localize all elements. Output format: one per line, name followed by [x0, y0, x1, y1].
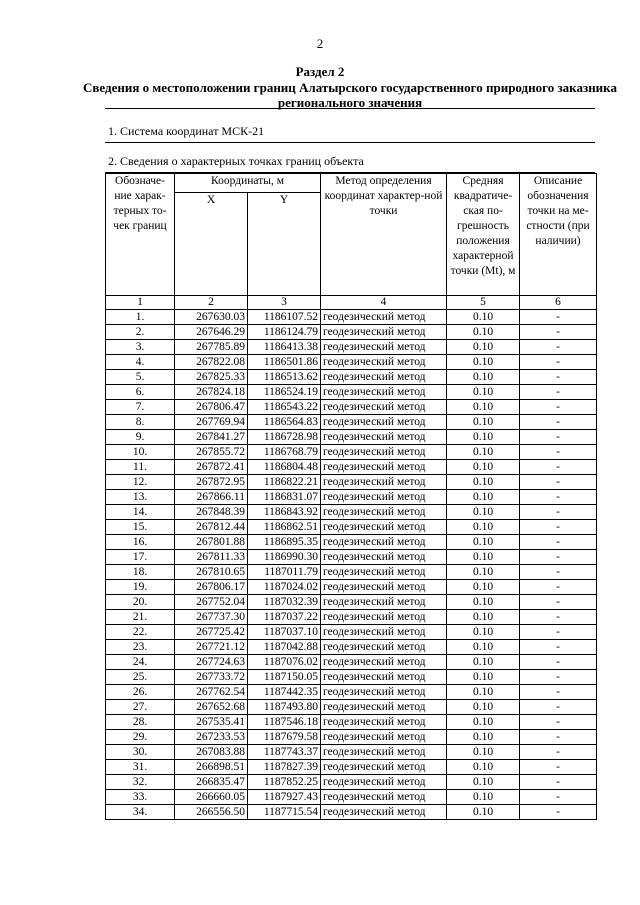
method-cell: геодезический метод: [321, 520, 447, 535]
x-coordinate-cell: 266898.51: [175, 760, 248, 775]
error-cell: 0.10: [447, 415, 520, 430]
column-number: 2: [175, 296, 248, 310]
point-number-cell: 9.: [106, 430, 175, 445]
points-table: [105, 173, 597, 820]
x-coordinate-cell: 266660.05: [175, 790, 248, 805]
error-cell: 0.10: [447, 580, 520, 595]
point-number-cell: 28.: [106, 715, 175, 730]
y-coordinate-cell: 1186728.98: [248, 430, 321, 445]
table-row: [106, 760, 597, 775]
y-coordinate-cell: 1186804.48: [248, 460, 321, 475]
table-row: [106, 415, 597, 430]
error-cell: 0.10: [447, 400, 520, 415]
y-coordinate-cell: 1187493.80: [248, 700, 321, 715]
coordinate-system-text: 1. Система координат МСК-21: [108, 124, 265, 138]
method-cell: геодезический метод: [321, 535, 447, 550]
description-cell: -: [520, 580, 597, 595]
x-coordinate-cell: 267769.94: [175, 415, 248, 430]
point-number-cell: 29.: [106, 730, 175, 745]
table-row: [106, 805, 597, 820]
description-cell: -: [520, 415, 597, 430]
description-cell: -: [520, 445, 597, 460]
table-row: [106, 355, 597, 370]
error-cell: 0.10: [447, 565, 520, 580]
x-coordinate-cell: 267806.47: [175, 400, 248, 415]
table-row: [106, 535, 597, 550]
table-row: [106, 640, 597, 655]
table-row: [106, 715, 597, 730]
x-coordinate-cell: 267824.18: [175, 385, 248, 400]
x-coordinate-cell: 267801.88: [175, 535, 248, 550]
y-coordinate-cell: 1187042.88: [248, 640, 321, 655]
x-coordinate-cell: 267812.44: [175, 520, 248, 535]
table-row: [106, 400, 597, 415]
method-cell: геодезический метод: [321, 625, 447, 640]
x-coordinate-cell: 267825.33: [175, 370, 248, 385]
error-cell: 0.10: [447, 535, 520, 550]
error-cell: 0.10: [447, 460, 520, 475]
section-heading: Сведения о местоположении границ Алатырского государственного природного заказника регионального значения: [83, 80, 617, 110]
description-cell: -: [520, 655, 597, 670]
method-cell: геодезический метод: [321, 505, 447, 520]
x-coordinate-cell: 267725.42: [175, 625, 248, 640]
error-cell: 0.10: [447, 595, 520, 610]
point-number-cell: 3.: [106, 340, 175, 355]
y-coordinate-cell: 1186513.62: [248, 370, 321, 385]
y-coordinate-cell: 1187024.02: [248, 580, 321, 595]
point-number-cell: 23.: [106, 640, 175, 655]
error-cell: 0.10: [447, 430, 520, 445]
point-number-cell: 18.: [106, 565, 175, 580]
description-cell: -: [520, 700, 597, 715]
column-number: 3: [248, 296, 321, 310]
error-cell: 0.10: [447, 610, 520, 625]
table-row: [106, 745, 597, 760]
point-number-cell: 4.: [106, 355, 175, 370]
y-coordinate-cell: 1187032.39: [248, 595, 321, 610]
y-coordinate-cell: 1187927.43: [248, 790, 321, 805]
error-cell: 0.10: [447, 640, 520, 655]
point-number-cell: 27.: [106, 700, 175, 715]
x-coordinate-cell: 267848.39: [175, 505, 248, 520]
description-cell: -: [520, 670, 597, 685]
x-coordinate-cell: 267855.72: [175, 445, 248, 460]
y-coordinate-cell: 1187715.54: [248, 805, 321, 820]
points-heading-text: 2. Сведения о характерных точках границ объекта: [108, 154, 364, 168]
error-cell: 0.10: [447, 490, 520, 505]
method-cell: геодезический метод: [321, 640, 447, 655]
header-method: Метод определения координат характер-ной точки: [321, 174, 447, 296]
table-row: [106, 550, 597, 565]
y-coordinate-cell: 1186843.92: [248, 505, 321, 520]
y-coordinate-cell: 1186543.22: [248, 400, 321, 415]
table-row: [106, 430, 597, 445]
description-cell: -: [520, 430, 597, 445]
method-cell: геодезический метод: [321, 730, 447, 745]
table-row: [106, 790, 597, 805]
points-table-body: [106, 310, 597, 820]
method-cell: геодезический метод: [321, 700, 447, 715]
error-cell: 0.10: [447, 340, 520, 355]
y-coordinate-cell: 1186107.52: [248, 310, 321, 325]
method-cell: геодезический метод: [321, 790, 447, 805]
x-coordinate-cell: 267822.08: [175, 355, 248, 370]
error-cell: 0.10: [447, 655, 520, 670]
method-cell: геодезический метод: [321, 670, 447, 685]
x-coordinate-cell: 267841.27: [175, 430, 248, 445]
header-point: Обозначе-ние харак-терных то-чек границ: [106, 174, 175, 296]
table-row: [106, 445, 597, 460]
x-coordinate-cell: 267646.29: [175, 325, 248, 340]
y-coordinate-cell: 1186862.51: [248, 520, 321, 535]
y-coordinate-cell: 1187037.10: [248, 625, 321, 640]
x-coordinate-cell: 267785.89: [175, 340, 248, 355]
description-cell: -: [520, 595, 597, 610]
description-cell: -: [520, 475, 597, 490]
y-coordinate-cell: 1187546.18: [248, 715, 321, 730]
method-cell: геодезический метод: [321, 430, 447, 445]
description-cell: -: [520, 505, 597, 520]
x-coordinate-cell: 267724.63: [175, 655, 248, 670]
method-cell: геодезический метод: [321, 805, 447, 820]
method-cell: геодезический метод: [321, 565, 447, 580]
y-coordinate-cell: 1186895.35: [248, 535, 321, 550]
error-cell: 0.10: [447, 445, 520, 460]
x-coordinate-cell: 267866.11: [175, 490, 248, 505]
point-number-cell: 21.: [106, 610, 175, 625]
point-number-cell: 11.: [106, 460, 175, 475]
error-cell: 0.10: [447, 745, 520, 760]
table-row: [106, 490, 597, 505]
description-cell: -: [520, 400, 597, 415]
point-number-cell: 30.: [106, 745, 175, 760]
error-cell: 0.10: [447, 370, 520, 385]
point-number-cell: 22.: [106, 625, 175, 640]
x-coordinate-cell: 267733.72: [175, 670, 248, 685]
description-cell: -: [520, 730, 597, 745]
error-cell: 0.10: [447, 505, 520, 520]
y-coordinate-cell: 1187150.05: [248, 670, 321, 685]
error-cell: 0.10: [447, 775, 520, 790]
method-cell: геодезический метод: [321, 445, 447, 460]
method-cell: геодезический метод: [321, 775, 447, 790]
point-number-cell: 10.: [106, 445, 175, 460]
point-number-cell: 20.: [106, 595, 175, 610]
y-coordinate-cell: 1187743.37: [248, 745, 321, 760]
description-cell: -: [520, 310, 597, 325]
error-cell: 0.10: [447, 550, 520, 565]
table-row: [106, 730, 597, 745]
point-number-cell: 16.: [106, 535, 175, 550]
x-coordinate-cell: 267721.12: [175, 640, 248, 655]
error-cell: 0.10: [447, 670, 520, 685]
point-number-cell: 1.: [106, 310, 175, 325]
description-cell: -: [520, 490, 597, 505]
y-coordinate-cell: 1187037.22: [248, 610, 321, 625]
description-cell: -: [520, 340, 597, 355]
x-coordinate-cell: 267233.53: [175, 730, 248, 745]
point-number-cell: 2.: [106, 325, 175, 340]
header-y: Y: [248, 193, 321, 296]
column-number: 4: [321, 296, 447, 310]
description-cell: -: [520, 760, 597, 775]
method-cell: геодезический метод: [321, 340, 447, 355]
x-coordinate-cell: 267762.54: [175, 685, 248, 700]
page-number: 2: [316, 36, 324, 51]
description-cell: -: [520, 325, 597, 340]
column-number: 5: [447, 296, 520, 310]
point-number-cell: 33.: [106, 790, 175, 805]
header-description: Описание обозначения точки на ме-стности (при наличии): [520, 174, 597, 296]
point-number-cell: 25.: [106, 670, 175, 685]
error-cell: 0.10: [447, 700, 520, 715]
error-cell: 0.10: [447, 790, 520, 805]
description-cell: -: [520, 685, 597, 700]
y-coordinate-cell: 1186831.07: [248, 490, 321, 505]
y-coordinate-cell: 1187011.79: [248, 565, 321, 580]
table-row: [106, 625, 597, 640]
table-row: [106, 595, 597, 610]
y-coordinate-cell: 1186990.30: [248, 550, 321, 565]
table-row: [106, 580, 597, 595]
description-cell: -: [520, 535, 597, 550]
header-error: Средняя квадратиче-ская по-грешность положения характерной точки (Мt), м: [447, 174, 520, 296]
error-cell: 0.10: [447, 685, 520, 700]
method-cell: геодезический метод: [321, 370, 447, 385]
method-cell: геодезический метод: [321, 610, 447, 625]
point-number-cell: 19.: [106, 580, 175, 595]
x-coordinate-cell: 267535.41: [175, 715, 248, 730]
y-coordinate-cell: 1187852.25: [248, 775, 321, 790]
x-coordinate-cell: 267872.41: [175, 460, 248, 475]
error-cell: 0.10: [447, 625, 520, 640]
point-number-cell: 13.: [106, 490, 175, 505]
table-row: [106, 670, 597, 685]
y-coordinate-cell: 1186524.19: [248, 385, 321, 400]
method-cell: геодезический метод: [321, 655, 447, 670]
y-coordinate-cell: 1186564.83: [248, 415, 321, 430]
point-number-cell: 31.: [106, 760, 175, 775]
description-cell: -: [520, 610, 597, 625]
table-row: [106, 475, 597, 490]
y-coordinate-cell: 1187442.35: [248, 685, 321, 700]
description-cell: -: [520, 715, 597, 730]
method-cell: геодезический метод: [321, 460, 447, 475]
error-cell: 0.10: [447, 385, 520, 400]
x-coordinate-cell: 266556.50: [175, 805, 248, 820]
method-cell: геодезический метод: [321, 550, 447, 565]
description-cell: -: [520, 790, 597, 805]
description-cell: -: [520, 385, 597, 400]
point-number-cell: 26.: [106, 685, 175, 700]
points-heading-row: [105, 141, 595, 173]
description-cell: -: [520, 640, 597, 655]
table-row: [106, 685, 597, 700]
table-row: [106, 700, 597, 715]
x-coordinate-cell: 267872.95: [175, 475, 248, 490]
point-number-cell: 12.: [106, 475, 175, 490]
method-cell: геодезический метод: [321, 385, 447, 400]
y-coordinate-cell: 1186822.21: [248, 475, 321, 490]
method-cell: геодезический метод: [321, 685, 447, 700]
coordinate-system-row: [105, 108, 595, 143]
description-cell: -: [520, 625, 597, 640]
error-cell: 0.10: [447, 520, 520, 535]
description-cell: -: [520, 565, 597, 580]
table-row: [106, 460, 597, 475]
header-x: X: [175, 193, 248, 296]
table-row: [106, 565, 597, 580]
table-row: [106, 370, 597, 385]
y-coordinate-cell: 1186124.79: [248, 325, 321, 340]
y-coordinate-cell: 1187827.39: [248, 760, 321, 775]
point-number-cell: 5.: [106, 370, 175, 385]
point-number-cell: 15.: [106, 520, 175, 535]
error-cell: 0.10: [447, 310, 520, 325]
table-row: [106, 385, 597, 400]
error-cell: 0.10: [447, 805, 520, 820]
method-cell: геодезический метод: [321, 310, 447, 325]
x-coordinate-cell: 267737.30: [175, 610, 248, 625]
point-number-cell: 8.: [106, 415, 175, 430]
description-cell: -: [520, 460, 597, 475]
x-coordinate-cell: 267810.65: [175, 565, 248, 580]
description-cell: -: [520, 355, 597, 370]
description-cell: -: [520, 370, 597, 385]
point-number-cell: 17.: [106, 550, 175, 565]
method-cell: геодезический метод: [321, 415, 447, 430]
x-coordinate-cell: 267752.04: [175, 595, 248, 610]
point-number-cell: 14.: [106, 505, 175, 520]
error-cell: 0.10: [447, 730, 520, 745]
error-cell: 0.10: [447, 760, 520, 775]
table-row: [106, 340, 597, 355]
table-row: [106, 520, 597, 535]
method-cell: геодезический метод: [321, 760, 447, 775]
y-coordinate-cell: 1186501.86: [248, 355, 321, 370]
x-coordinate-cell: 266835.47: [175, 775, 248, 790]
method-cell: геодезический метод: [321, 475, 447, 490]
section-title: Раздел 2: [295, 64, 345, 79]
table-row: [106, 325, 597, 340]
y-coordinate-cell: 1186413.38: [248, 340, 321, 355]
method-cell: геодезический метод: [321, 580, 447, 595]
y-coordinate-cell: 1187679.58: [248, 730, 321, 745]
description-cell: -: [520, 805, 597, 820]
method-cell: геодезический метод: [321, 490, 447, 505]
description-cell: -: [520, 550, 597, 565]
column-number: 1: [106, 296, 175, 310]
error-cell: 0.10: [447, 355, 520, 370]
method-cell: геодезический метод: [321, 355, 447, 370]
method-cell: геодезический метод: [321, 595, 447, 610]
x-coordinate-cell: 267083.88: [175, 745, 248, 760]
table-row: [106, 610, 597, 625]
y-coordinate-cell: 1187076.02: [248, 655, 321, 670]
table-row: [106, 775, 597, 790]
x-coordinate-cell: 267652.68: [175, 700, 248, 715]
x-coordinate-cell: 267630.03: [175, 310, 248, 325]
x-coordinate-cell: 267806.17: [175, 580, 248, 595]
header-coordinates: Координаты, м: [175, 174, 321, 193]
method-cell: геодезический метод: [321, 400, 447, 415]
method-cell: геодезический метод: [321, 325, 447, 340]
error-cell: 0.10: [447, 325, 520, 340]
error-cell: 0.10: [447, 715, 520, 730]
x-coordinate-cell: 267811.33: [175, 550, 248, 565]
table-row: [106, 655, 597, 670]
error-cell: 0.10: [447, 475, 520, 490]
column-number: 6: [520, 296, 597, 310]
method-cell: геодезический метод: [321, 715, 447, 730]
point-number-cell: 6.: [106, 385, 175, 400]
description-cell: -: [520, 775, 597, 790]
table-row: [106, 310, 597, 325]
point-number-cell: 34.: [106, 805, 175, 820]
point-number-cell: 32.: [106, 775, 175, 790]
description-cell: -: [520, 520, 597, 535]
point-number-cell: 7.: [106, 400, 175, 415]
y-coordinate-cell: 1186768.79: [248, 445, 321, 460]
point-number-cell: 24.: [106, 655, 175, 670]
method-cell: геодезический метод: [321, 745, 447, 760]
description-cell: -: [520, 745, 597, 760]
table-row: [106, 505, 597, 520]
